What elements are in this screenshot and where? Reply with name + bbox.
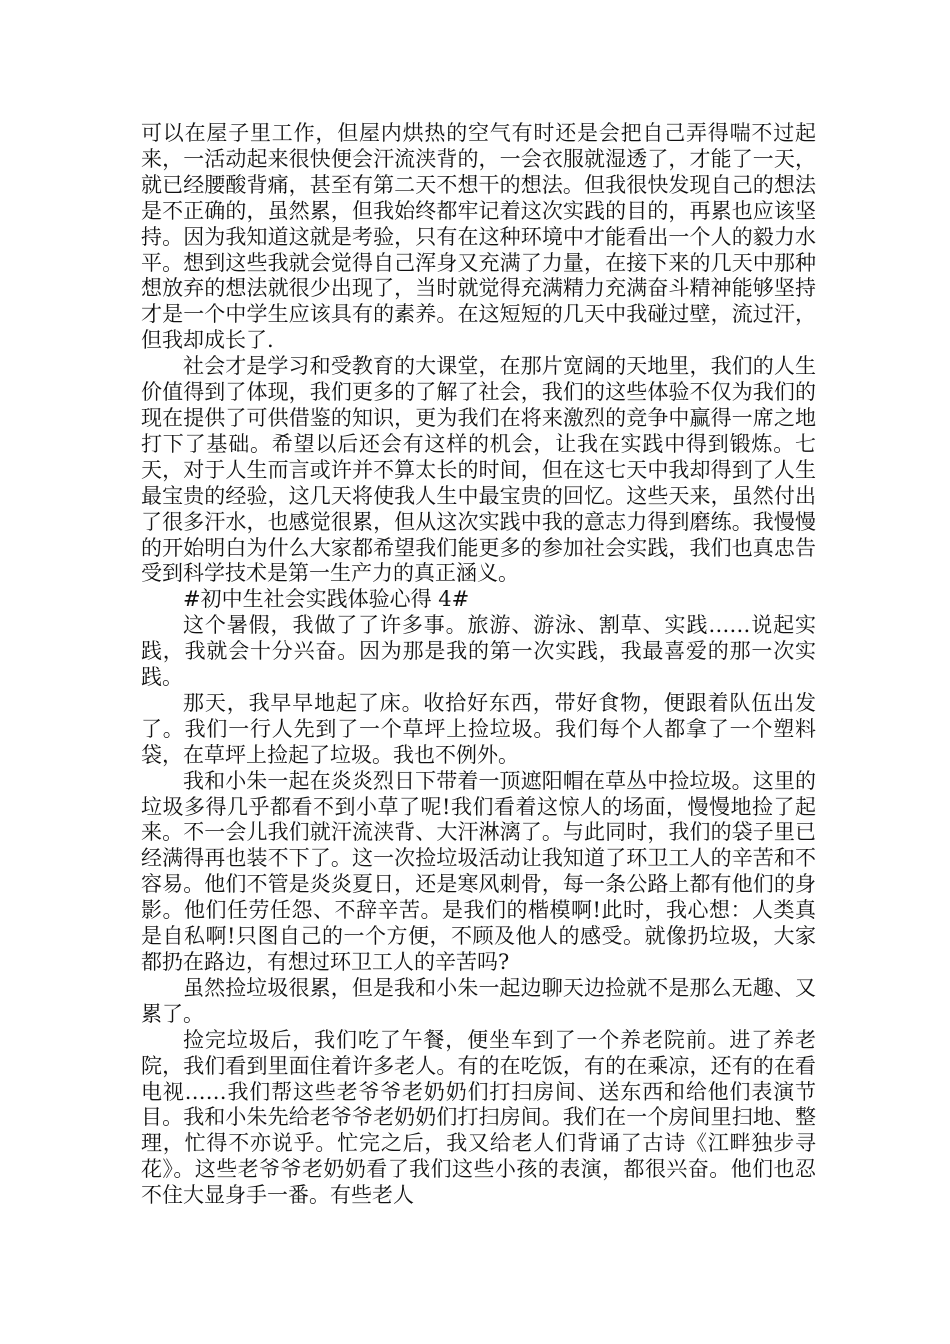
paragraph-4: 那天，我早早地起了床。收拾好东西，带好食物，便跟着队伍出发了。我们一行人先到了一个草坪上捡垃圾。我们每个人都拿了一个塑料袋，在草坪上捡起了垃圾。我也不例外。	[141, 690, 816, 767]
paragraph-3: 这个暑假，我做了了许多事。旅游、游泳、割草、实践……说起实践，我就会十分兴奋。因为那是我的第一次实践，我最喜爱的那一次实践。	[141, 613, 816, 690]
paragraph-2: 社会才是学习和受教育的大课堂，在那片宽阔的天地里，我们的人生价值得到了体现，我们更多的了解了社会，我们的这些体验不仅为我们的现在提供了可供借鉴的知识，更为我们在将来激烈的竞争中赢得一席之地打下了基础。希望以后还会有这样的机会，让我在实践中得到锻炼。七天，对于人生而言或许并不算太长的时间，但在这七天中我却得到了人生最宝贵的经验，这几天将使我人生中最宝贵的回忆。这些天来，虽然付出了很多汗水，也感觉很累，但从这次实践中我的意志力得到磨练。我慢慢的开始明白为什么大家都希望我们能更多的参加社会实践，我们也真忠告受到科学技术是第一生产力的真正涵义。	[141, 354, 816, 586]
section-heading: #初中生社会实践体验心得 4#	[183, 587, 470, 612]
document-body	[141, 121, 816, 1209]
paragraph-5: 我和小朱一起在炎炎烈日下带着一顶遮阳帽在草丛中捡垃圾。这里的垃圾多得几乎都看不到小草了呢!我们看着这惊人的场面，慢慢地捡了起来。不一会儿我们就汗流浃背、大汗淋漓了。与此同时，我们的袋子里已经满得再也装不下了。这一次捡垃圾活动让我知道了环卫工人的辛苦和不容易。他们不管是炎炎夏日，还是寒风刺骨，每一条公路上都有他们的身影。他们任劳任怨、不辞辛苦。是我们的楷模啊!此时，我心想：人类真是自私啊!只图自己的一个方便，不顾及他人的感受。就像扔垃圾，大家都扔在路边，有想过环卫工人的辛苦吗?	[141, 768, 816, 974]
paragraph-7: 捡完垃圾后，我们吃了午餐，便坐车到了一个养老院前。进了养老院，我们看到里面住着许多老人。有的在吃饭，有的在乘凉，还有的在看电视……我们帮这些老爷爷老奶奶们打扫房间、送东西和给他们表演节目。我和小朱先给老爷爷老奶奶们打扫房间。我们在一个房间里扫地、整理，忙得不亦说乎。忙完之后，我又给老人们背诵了古诗《江畔独步寻花》。这些老爷爷老奶奶看了我们这些小孩的表演，都很兴奋。他们也忍不住大显身手一番。有些老人	[141, 1027, 816, 1208]
paragraph-1: 可以在屋子里工作，但屋内烘热的空气有时还是会把自己弄得喘不过起来，一活动起来很快便会汗流浃背的，一会衣服就湿透了，才能了一天，就已经腰酸背痛，甚至有第二天不想干的想法。但我很快发现自己的想法是不正确的，虽然累，但我始终都牢记着这次实践的目的，再累也应该坚持。因为我知道这就是考验，只有在这种环境中才能看出一个人的毅力水平。想到这些我就会觉得自己浑身又充满了力量，在接下来的几天中那种想放弃的想法就很少出现了，当时就觉得充满精力充满奋斗精神能够坚持才是一个中学生应该具有的素养。在这短短的几天中我碰过壁，流过汗，但我却成长了.	[141, 121, 816, 353]
paragraph-6: 虽然捡垃圾很累，但是我和小朱一起边聊天边捡就不是那么无趣、又累了。	[141, 975, 816, 1026]
